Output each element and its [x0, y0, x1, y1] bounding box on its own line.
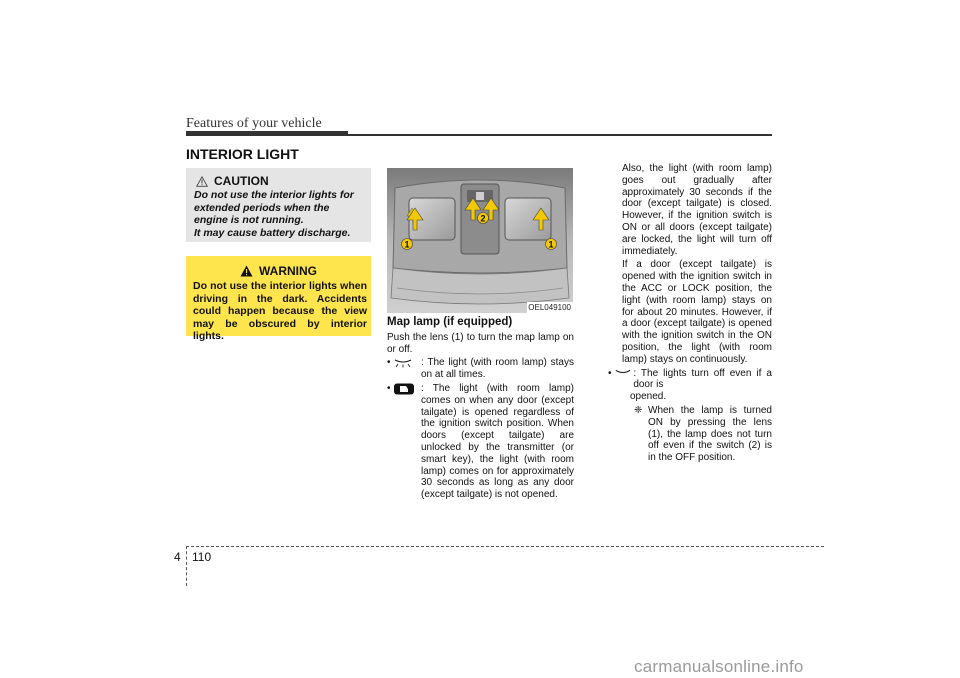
caution-line2: It may cause battery discharge.	[194, 226, 351, 239]
map-lamp-illustration	[387, 168, 573, 313]
callout-1-left: 1	[404, 239, 410, 250]
door-lamp-icon	[393, 383, 415, 395]
watermark[interactable]: carmanualsonline.info	[634, 657, 804, 676]
map-lamp-photo	[387, 168, 573, 313]
bullet-on-mark: •	[387, 357, 413, 369]
map-lamp-title: Map lamp (if equipped)	[387, 316, 513, 328]
lamp-off-icon	[614, 368, 632, 378]
note-symbol: ❈	[634, 404, 643, 416]
caution-heading	[196, 174, 269, 188]
header-rule-thin	[348, 134, 772, 136]
continuation-column	[608, 163, 772, 464]
caution-box	[186, 168, 371, 242]
footer-rule	[186, 546, 824, 547]
lamp-on-icon	[393, 358, 413, 368]
callout-2: 2	[480, 213, 486, 224]
chapter-number: 4	[174, 550, 181, 564]
warning-triangle-icon	[240, 265, 253, 277]
bullet-door-text: : The light (with room lamp) comes on when any door (except tailgate) is opened regardless of the ignition switch position. When doors (except tailgate) are unlocked by the transmitter (or smart key), the light (with room lamp) comes on for approximately 30 seconds as long as any door (except tailgate) is not opened.	[421, 382, 574, 501]
warning-text: Do not use the interior lights when driving in the dark. Accidents could happen because the view may be obscured by interior lights.	[193, 280, 367, 342]
bullet-door-mode	[387, 383, 574, 501]
photo-code: OEL049100	[528, 303, 571, 312]
bullet-off-mode	[608, 368, 772, 403]
header-rule-thick	[186, 131, 348, 136]
caution-label: CAUTION	[214, 174, 269, 188]
map-lamp-intro: Push the lens (1) to turn the map lamp on or off.	[387, 331, 574, 355]
bullet-off-lead: • : The lights turn off even if a door is	[608, 367, 772, 391]
bullet-off-text: : The lights turn off even if a door is	[633, 367, 772, 391]
caution-triangle-icon	[196, 176, 208, 187]
bullet-on-text: : The light (with room lamp) stays on at all times.	[421, 357, 574, 381]
section-title: INTERIOR LIGHT	[186, 146, 299, 162]
lamp-note	[608, 405, 772, 464]
map-lamp-section	[387, 317, 574, 501]
warning-heading	[186, 264, 371, 278]
running-header: Features of your vehicle	[186, 116, 322, 131]
note-text: When the lamp is turned ON by pressing the lens (1), the lamp does not turn off even if the switch (2) is in the OFF position.	[648, 404, 772, 464]
caution-text	[194, 189, 366, 239]
bullet-on-mode	[387, 357, 574, 381]
continuation-para1: Also, the light (with room lamp) goes out gradually after approximately 30 seconds if the door (except tailgate) is closed. However, if the ignition switch is ON or all doors (except tailgate) are locked, the light will turn off immediately.	[622, 163, 772, 257]
bullet-off-cont: opened.	[630, 391, 667, 403]
callout-1-right: 1	[548, 239, 554, 250]
bullet-door-mark: •	[387, 383, 415, 395]
page-number: 110	[192, 550, 212, 564]
footer-vertical-rule	[186, 546, 187, 586]
warning-box	[186, 256, 371, 342]
warning-label: WARNING	[259, 264, 317, 278]
caution-line1: Do not use the interior lights for extended periods when the engine is not running.	[194, 189, 354, 226]
continuation-para2: If a door (except tailgate) is opened with the ignition switch in the ACC or LOCK position, the light (with room lamp) stays on for about 20 minutes. However, if a door (except tailgate) is opened with the ignition switch in the ON position, the light (with room lamp) stays on continuously.	[622, 259, 772, 365]
